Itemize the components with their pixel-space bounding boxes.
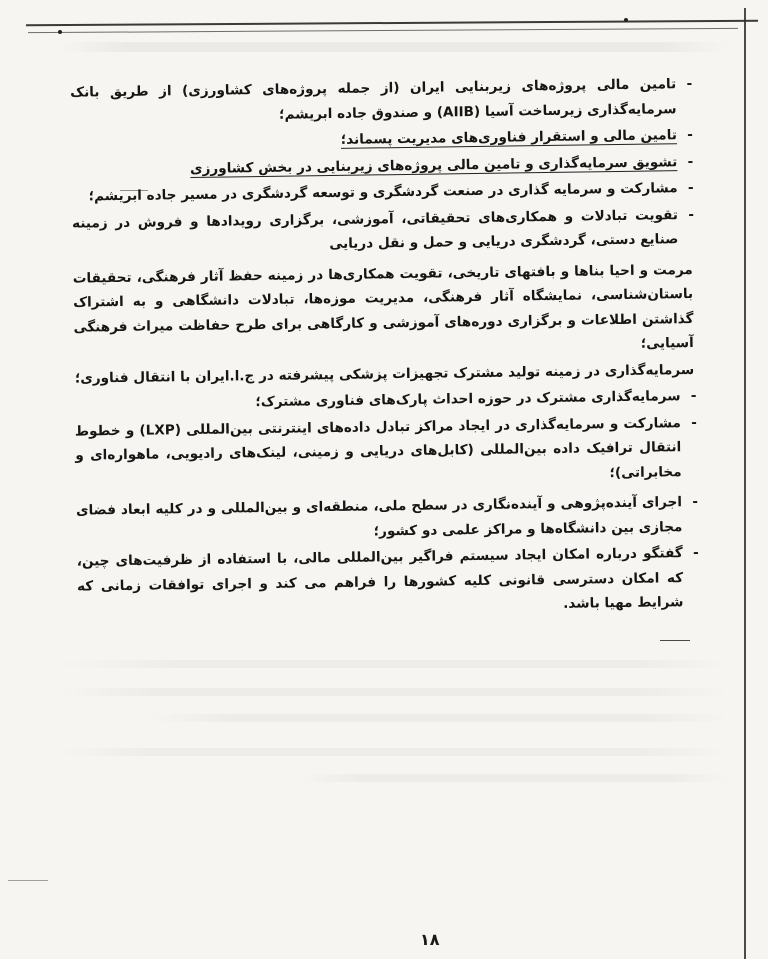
page-edge-line — [744, 8, 746, 959]
paragraph: - اجرای آینده‌پژوهی و آینده‌نگاری در سطح ملی، منطقه‌ای و بین‌المللی و در کلیه ابعاد فضای مجازی بین دانشگاه‌ها و مراکز علمی دو کشور؛ — [76, 490, 697, 548]
bleed-through-line — [60, 748, 728, 756]
paragraph: - گفتگو درباره امکان ایجاد سیستم فراگیر بین‌المللی مالی، با استفاده از ظرفیت‌های چین، که امکان دسترسی قانونی کلیه کشورها را فراهم می کند و اجرای توافقات زمانی که شرایط مهیا باشد. — [77, 541, 698, 623]
bleed-through-line — [60, 660, 728, 668]
underlined-text: تشویق سرمایه‌گذاری و تامین مالی پروژه‌های زیربنایی در بخش کشاورزی — [189, 153, 678, 177]
scan-dot — [58, 30, 62, 34]
paragraph: سرمایه‌گذاری در زمینه تولید مشترک تجهیزات پزشکی پیشرفته در ج.ا.ایران با انتقال فناوری؛ — [74, 361, 695, 387]
page-number: ۱۸ — [420, 930, 440, 949]
paragraph: - سرمایه‌گذاری مشترک در حوزه احداث پارک‌های فناوری مشترک؛ — [74, 384, 694, 417]
bleed-through-line — [60, 688, 728, 696]
scan-mark — [8, 880, 48, 881]
paragraph: مرمت و احیا بناها و بافتهای تاریخی، تقویت همکاری‌ها در زمینه حفظ آثار فرهنگی، تحقیقات باستان‌شناسی، نمایشگاه آثار فرهنگی، مدیریت موزه‌ها، تبادلات دانشگاهی و به اشتراک گذاشتن اطلاعات و برگزاری دوره‌های آموزشی و کارگاهی برای طرح حفاظت میراث فرهنگی آسیایی؛ — [72, 261, 694, 352]
bleed-through-line — [60, 42, 728, 52]
bleed-through-line — [300, 774, 728, 782]
bleed-through-page-number — [345, 848, 349, 862]
scan-dot — [624, 18, 628, 22]
scan-mark — [660, 640, 690, 641]
paragraph: - مشارکت و سرمایه گذاری در صنعت گردشگری و توسعه گردشگری در مسیر جاده ابریشم؛ — [72, 176, 692, 209]
paragraph: - تقویت تبادلات و همکاری‌های تحقیقاتی، آموزشی، برگزاری رویدادها و فروش در زمینه صنایع دستی، گردشگری دریایی و حمل و نقل دریایی — [72, 202, 693, 260]
top-rule — [26, 20, 758, 26]
bleed-through-line — [150, 714, 728, 722]
top-rule-secondary — [28, 28, 738, 33]
paragraph: - تامین مالی پروژه‌های زیربنایی ایران (از جمله پروژه‌های کشاورزی) از طریق بانک سرمایه‌گذاری زیرساخت آسیا (AIIB) و صندوق جاده ابریشم؛ — [70, 72, 691, 130]
underlined-text: تامین مالی و استقرار فناوری‌های مدیریت پسماند؛ — [340, 127, 677, 148]
document-body — [70, 72, 698, 625]
paragraph: - مشارکت و سرمایه‌گذاری در ایجاد مراکز تبادل داده‌های اینترنتی بین‌المللی (LXP) و خطوط انتقال ترافیک داده بین‌المللی (کابل‌های دریایی و زمینی، لینک‌های رادیویی، ماهواره‌ای و مخابراتی)؛ — [75, 410, 696, 492]
